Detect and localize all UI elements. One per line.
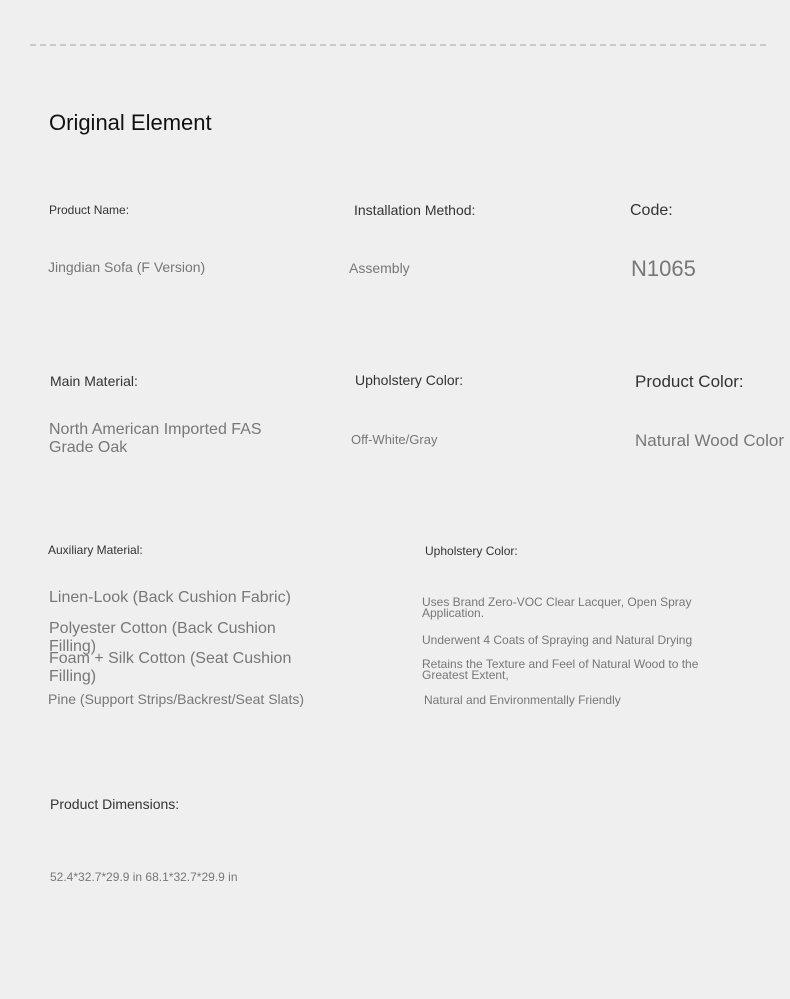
code-value: N1065 [631, 256, 696, 281]
dashed-divider [30, 44, 766, 46]
auxiliary-item: Pine (Support Strips/Backrest/Seat Slats) [48, 691, 304, 707]
code-label: Code: [630, 202, 673, 219]
auxiliary-item: Polyester Cotton (Back Cushion Filling) [49, 620, 276, 655]
finish-label: Upholstery Color: [425, 544, 518, 558]
installation-method-label: Installation Method: [354, 202, 476, 218]
installation-method-value: Assembly [349, 260, 410, 276]
upholstery-color-value: Off-White/Gray [351, 432, 438, 447]
auxiliary-item: Foam + Silk Cotton (Seat Cushion Filling) [49, 650, 292, 685]
finish-item: Uses Brand Zero-VOC Clear Lacquer, Open Spray Application. [422, 595, 692, 620]
finish-item: Underwent 4 Coats of Spraying and Natural Drying [422, 633, 693, 647]
finish-item: Natural and Environmentally Friendly [424, 693, 621, 707]
finish-item: Retains the Texture and Feel of Natural Wood to the Greatest Extent, [422, 657, 699, 682]
product-name-value: Jingdian Sofa (F Version) [48, 259, 206, 275]
product-color-value: Natural Wood Color [635, 431, 784, 450]
product-dimensions-value: 52.4*32.7*29.9 in 68.1*32.7*29.9 in [50, 870, 238, 884]
section-title: Original Element [49, 110, 212, 135]
product-color-label: Product Color: [635, 372, 744, 391]
auxiliary-material-label: Auxiliary Material: [48, 543, 143, 557]
product-dimensions-label: Product Dimensions: [50, 796, 180, 812]
product-name-label: Product Name: [49, 203, 130, 217]
auxiliary-item: Linen-Look (Back Cushion Fabric) [49, 589, 291, 606]
upholstery-color-label: Upholstery Color: [355, 372, 464, 388]
main-material-value: North American Imported FAS Grade Oak [49, 421, 262, 456]
main-material-label: Main Material: [50, 373, 138, 389]
